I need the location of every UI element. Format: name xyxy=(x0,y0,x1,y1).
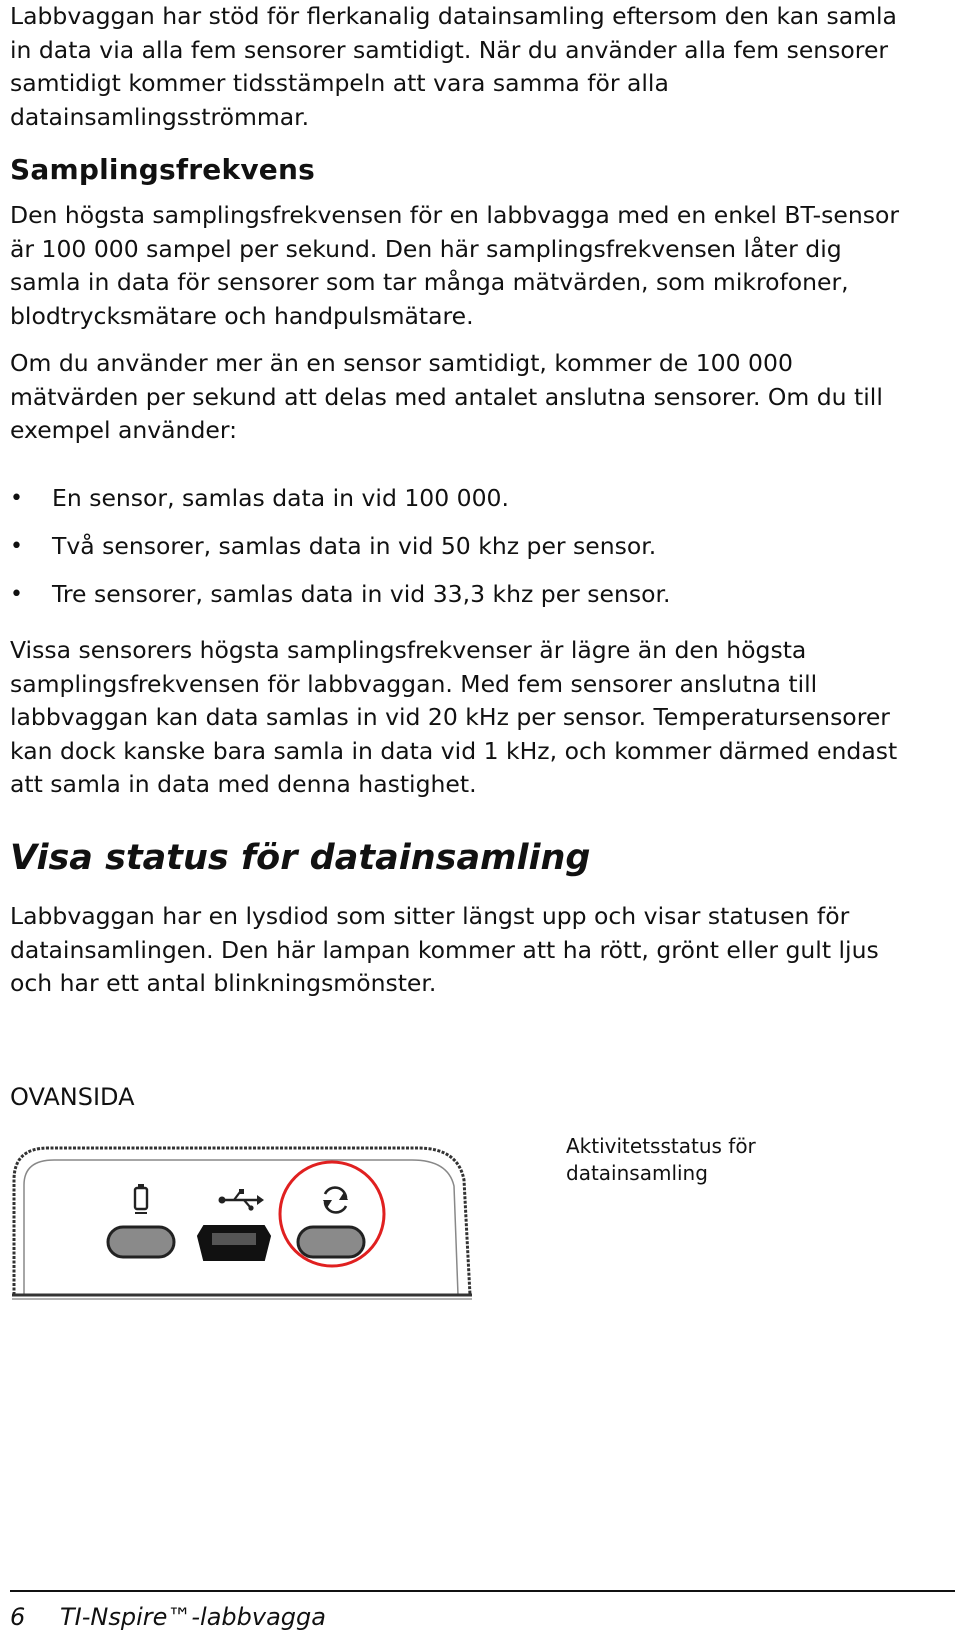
sampling-bullet-list xyxy=(10,482,915,626)
bullet-text: Tre sensorer, samlas data in vid 33,3 khz per sensor. xyxy=(52,580,671,608)
bullet-text: En sensor, samlas data in vid 100 000. xyxy=(52,484,509,512)
bullet-symbol: • xyxy=(10,486,23,511)
bullet-text: Två sensorer, samlas data in vid 50 khz per sensor. xyxy=(52,532,657,560)
sampling-paragraph-2: Om du använder mer än en sensor samtidigt, kommer de 100 000 mätvärden per sekund att delas med antalet anslutna sensorer. Om du till exempel använder: xyxy=(10,349,883,444)
cradle-top-illustration xyxy=(8,1140,478,1300)
figure-callout: Aktivitetsstatus för datainsamling xyxy=(566,1134,756,1185)
footer-title: TI-Nspire™-labbvagga xyxy=(60,1603,326,1631)
bullet-symbol: • xyxy=(10,534,23,559)
list-item xyxy=(10,578,915,626)
footer-divider xyxy=(10,1590,955,1592)
sampling-paragraph-1: Den högsta samplingsfrekvensen för en labbvagga med en enkel BT-sensor är 100 000 sampel per sekund. Den här samplingsfrekvensen låter dig samla in data för sensorer som tar många mätvärden, som mikrofoner, blodtrycksmätare och handpulsmätare. xyxy=(10,201,900,330)
intro-paragraph: Labbvaggan har stöd för flerkanalig datainsamling eftersom den kan samla in data via alla fem sensorer samtidigt. När du använder alla fem sensorer samtidigt kommer tidsstämpeln att vara samma för alla datainsamlingsströmmar. xyxy=(10,2,897,131)
cradle-body xyxy=(12,1148,472,1299)
bullet-symbol: • xyxy=(10,582,23,607)
status-paragraph: Labbvaggan har en lysdiod som sitter längst upp och visar statusen för datainsamlingen. Den här lampan kommer att ha rött, grönt eller gult ljus och har ett antal blinkningsmönster. xyxy=(10,902,879,997)
sampling-paragraph-3: Vissa sensorers högsta samplingsfrekvenser är lägre än den högsta samplingsfrekvensen för labbvaggan. Med fem sensorer anslutna till labbvaggan kan data samlas in vid 20 kHz per sensor. Temperatursensorer kan dock kanske bara samla in data vid 1 kHz, och kommer därmed endast att samla in data med denna hastighet. xyxy=(10,636,898,798)
status-heading: Visa status för datainsamling xyxy=(10,838,591,878)
power-button[interactable] xyxy=(108,1227,174,1257)
list-item xyxy=(10,530,915,578)
activity-status-led xyxy=(298,1227,364,1257)
footer-page-number: 6 xyxy=(10,1603,26,1631)
usb-port xyxy=(198,1226,270,1260)
sampling-heading: Samplingsfrekvens xyxy=(10,153,315,186)
list-item xyxy=(10,482,915,530)
figure-label: OVANSIDA xyxy=(10,1083,135,1111)
